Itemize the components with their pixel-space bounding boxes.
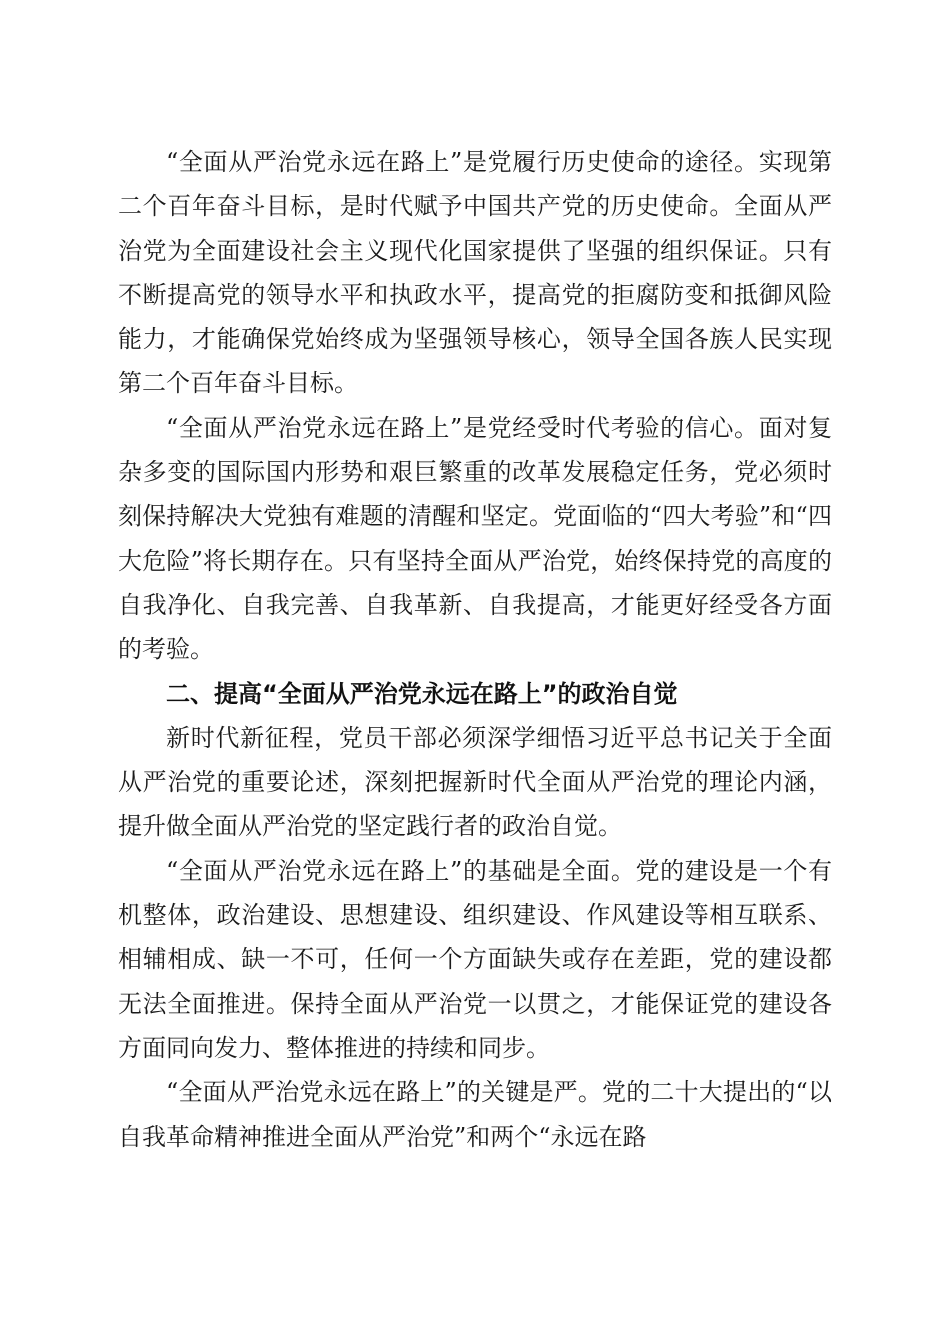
paragraph-new-era: 新时代新征程，党员干部必须深学细悟习近平总书记关于全面从严治党的重要论述，深刻把握新时代全面从严治党的理论内涵，提升做全面从严治党的坚定践行者的政治自觉。: [118, 723, 832, 841]
paragraph-key-strict: “全面从严治党永远在路上”的关键是严。党的二十大提出的“以自我革命精神推进全面从严治党”和两个“永远在路: [118, 1078, 832, 1151]
paragraph-test-of-times: “全面从严治党永远在路上”是党经受时代考验的信心。面对复杂多变的国际国内形势和艰巨繁重的改革发展稳定任务，党必须时刻保持解决大党独有难题的清醒和坚定。党面临的“四大考验”和“四大危险”将长期存在。只有坚持全面从严治党，始终保持党的高度的自我净化、自我完善、自我革新、自我提高，才能更好经受各方面的考验。: [118, 413, 832, 664]
paragraph-historic-mission: “全面从严治党永远在路上”是党履行历史使命的途径。实现第二个百年奋斗目标，是时代赋予中国共产党的历史使命。全面从严治党为全面建设社会主义现代化国家提供了坚强的组织保证。只有不断提高党的领导水平和执政水平，提高党的拒腐防变和抵御风险能力，才能确保党始终成为坚强领导核心，领导全国各族人民实现第二个百年奋斗目标。: [118, 148, 832, 398]
document-body: [118, 140, 832, 1159]
section-heading: 二、提高“全面从严治党永远在路上”的政治自觉: [166, 679, 678, 708]
paragraph-foundation-comprehensive: “全面从严治党永远在路上”的基础是全面。党的建设是一个有机整体，政治建设、思想建设、组织建设、作风建设等相互联系、相辅相成、缺一不可，任何一个方面缺失或存在差距，党的建设都无法全面推进。保持全面从严治党一以贯之，才能保证党的建设各方面同向发力、整体推进的持续和同步。: [118, 856, 832, 1062]
